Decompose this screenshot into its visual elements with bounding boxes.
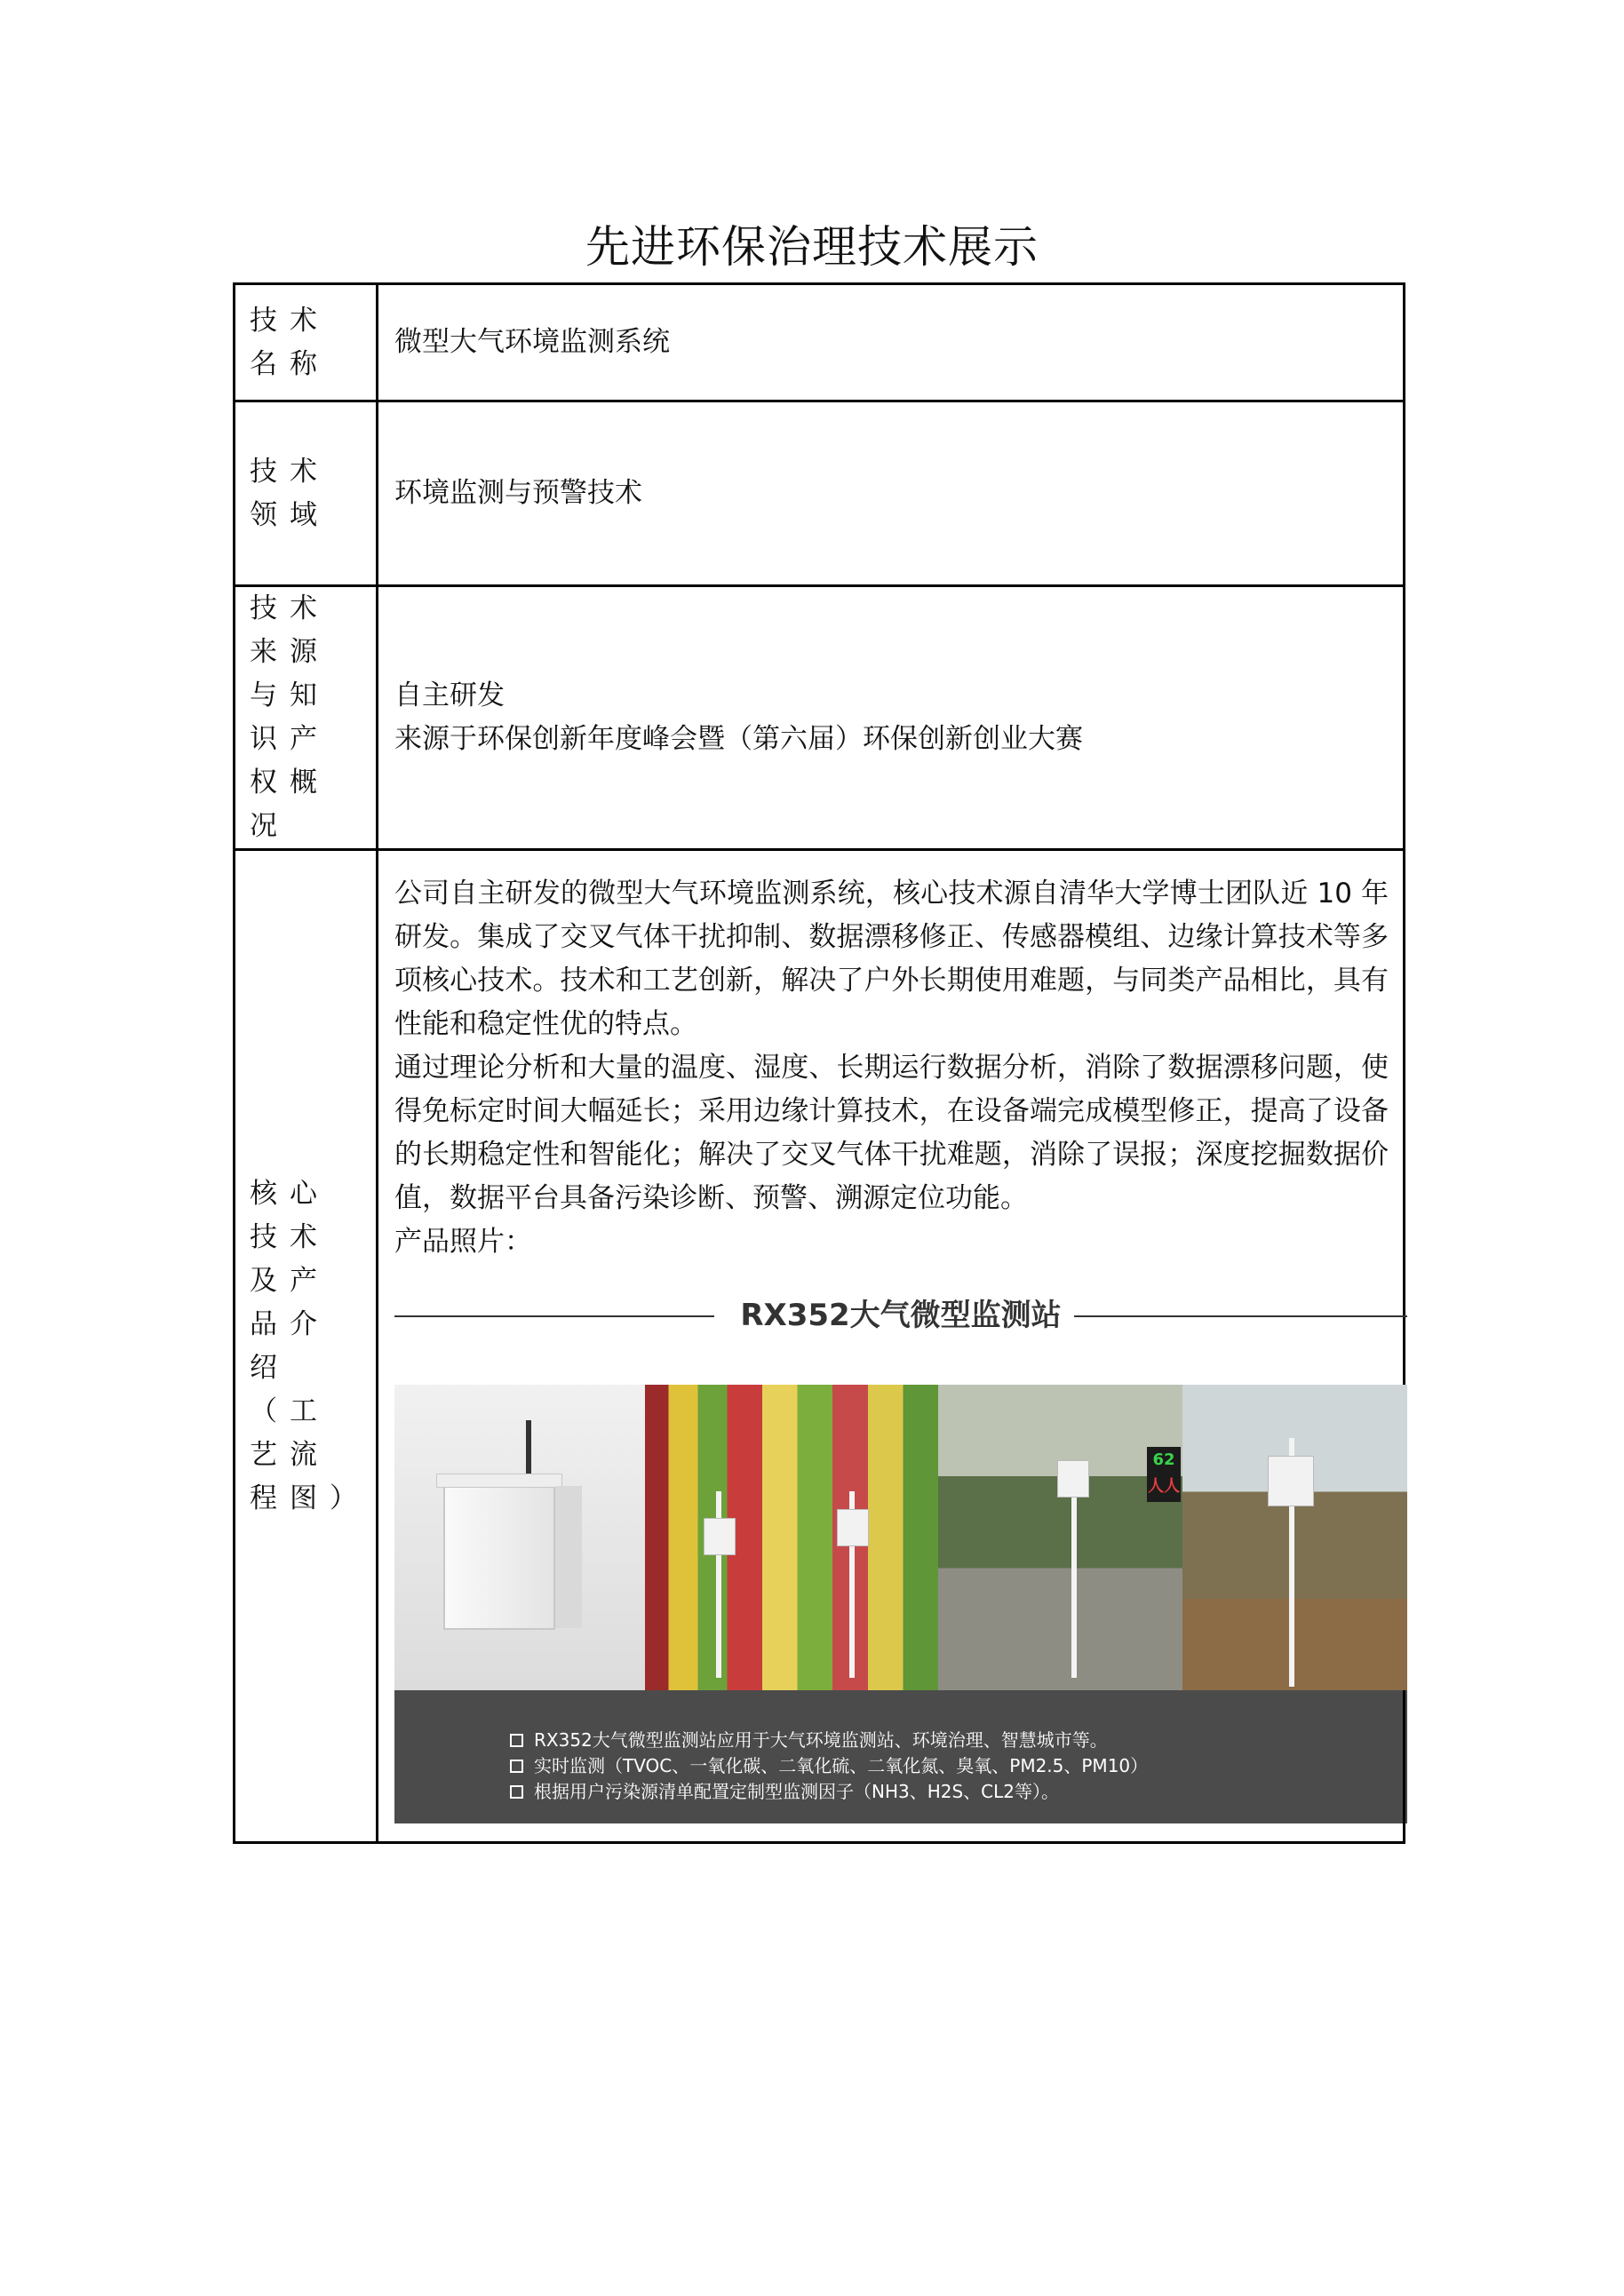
product-image — [394, 1289, 1407, 1823]
source-line: 来源于环保创新年度峰会暨（第六届）环保创新创业大赛 — [394, 723, 1083, 755]
banner-title: RX352大气微型监测站 — [728, 1298, 1073, 1333]
table-row — [235, 284, 1405, 401]
row-label: 核心技术及产品介绍（工艺流程图） — [235, 850, 378, 1843]
row-value — [378, 850, 1405, 1843]
checkbox-square-icon — [510, 1785, 523, 1799]
info-table — [233, 282, 1405, 1844]
row-value: 环境监测与预警技术 — [378, 401, 1405, 586]
product-banner — [394, 1289, 1407, 1342]
product-photos — [394, 1385, 1407, 1690]
roadside-site-photo — [938, 1385, 1182, 1690]
intro-paragraph: 通过理论分析和大量的温度、湿度、长期运行数据分析，消除了数据漂移问题，使得免标定时间大幅延长；采用边缘计算技术，在设备端完成模型修正，提高了设备的长期稳定性和智能化；解决了交叉气体干扰难题，消除了误报；深度挖掘数据价值，数据平台具备污染诊断、预警、溯源定位功能。 — [394, 1052, 1389, 1214]
table-row — [235, 586, 1405, 850]
pole-icon — [1071, 1491, 1077, 1678]
cabinet-photo — [394, 1385, 645, 1690]
checkbox-square-icon — [510, 1760, 523, 1773]
sensor-box-icon — [1268, 1456, 1314, 1506]
row-value: 微型大气环境监测系统 — [378, 284, 1405, 401]
table-row — [235, 850, 1405, 1843]
feature-item: RX352大气微型监测站应用于大气环境监测站、环境治理、智慧城市等。 — [510, 1728, 1407, 1753]
feature-panel — [394, 1690, 1407, 1823]
table-row — [235, 401, 1405, 586]
checkbox-square-icon — [510, 1734, 523, 1747]
feature-item: 根据用户污染源清单配置定制型监测因子（NH3、H2S、CL2等）。 — [510, 1779, 1407, 1805]
sensor-box-icon — [837, 1509, 869, 1546]
sensor-box-icon — [1057, 1460, 1089, 1498]
row-label: 技术名称 — [235, 284, 378, 401]
intro-paragraph: 公司自主研发的微型大气环境监测系统，核心技术源自清华大学博士团队近 10 年研发。集成了交叉气体干扰抑制、数据漂移修正、传感器模组、边缘计算技术等多项核心技术。技术和工艺创新，解决了户外长期使用难题，与同类产品相比，具有性能和稳定性优的特点。 — [394, 878, 1389, 1040]
row-label: 技术领域 — [235, 401, 378, 586]
field-site-photo — [1182, 1385, 1407, 1690]
source-line: 自主研发 — [394, 679, 505, 711]
page-title: 先进环保治理技术展示 — [585, 221, 1039, 273]
row-value — [378, 586, 1405, 850]
sensor-box-icon — [704, 1518, 736, 1555]
photo-caption: 产品照片： — [394, 1226, 532, 1258]
sign-value: 62 — [1152, 1450, 1175, 1469]
building-site-photo — [645, 1385, 938, 1690]
sign-label: 人人 — [1148, 1477, 1180, 1496]
monitor-cabinet-icon — [443, 1484, 555, 1630]
display-sign — [1147, 1447, 1181, 1502]
row-label: 技术来源与知识产权概况 — [235, 586, 378, 850]
feature-item: 实时监测（TVOC、一氧化碳、二氧化硫、二氧化氮、臭氧、PM2.5、PM10） — [510, 1753, 1407, 1779]
